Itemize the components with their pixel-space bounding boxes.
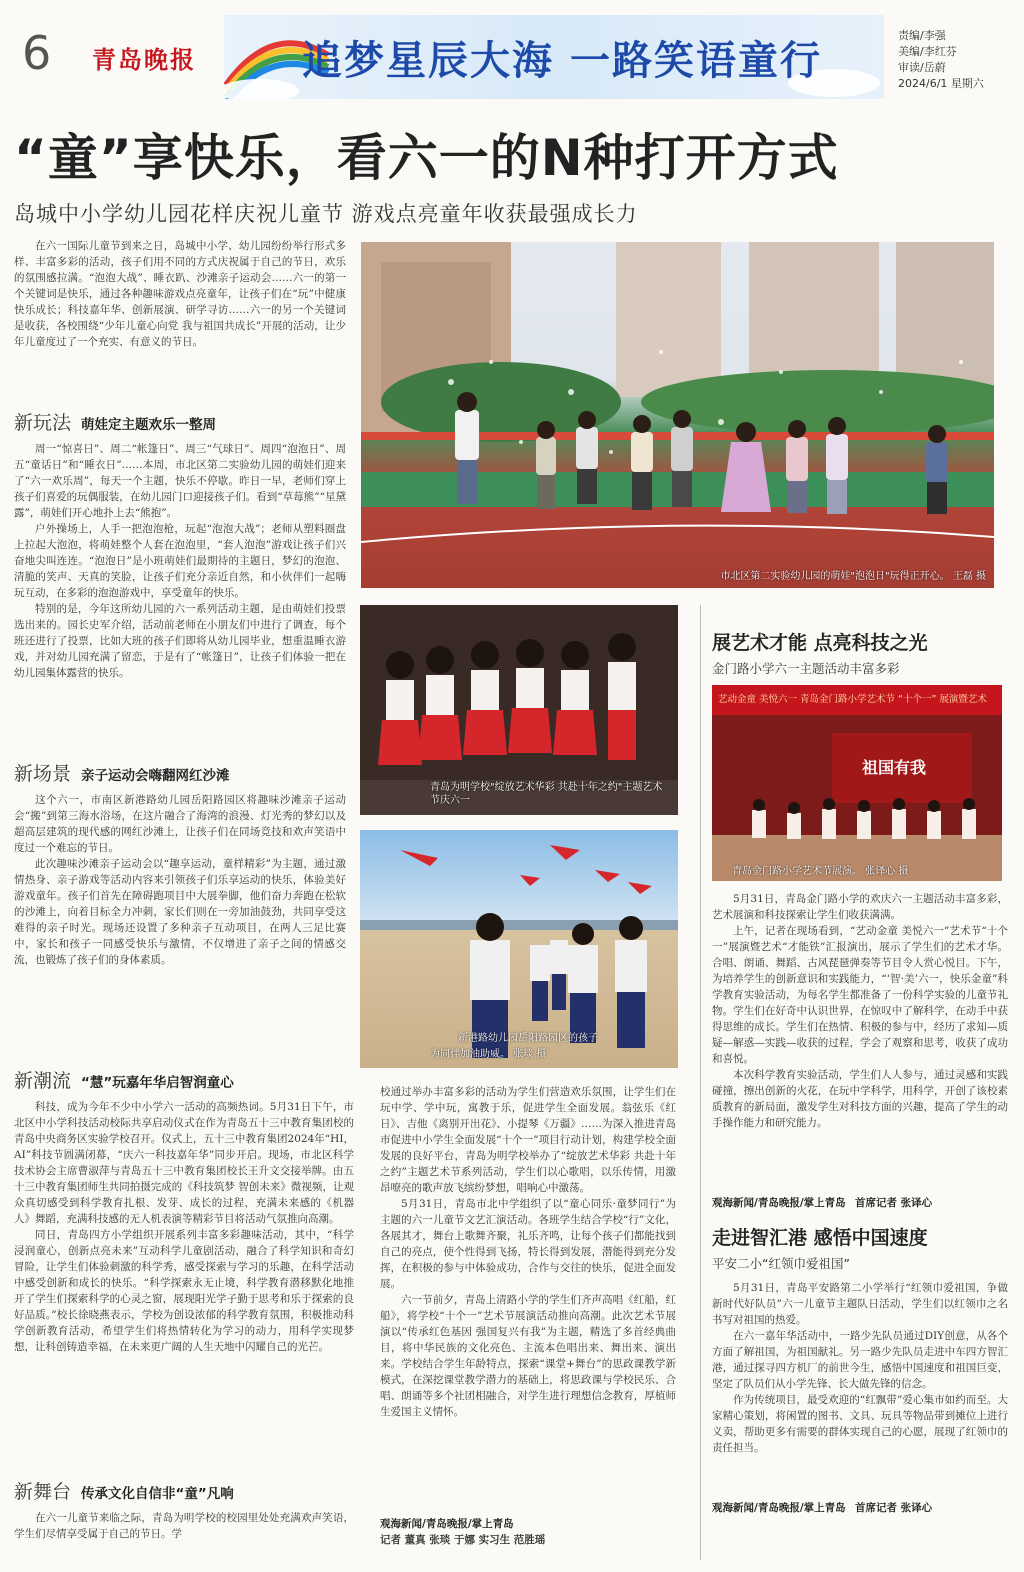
main-photo-bubbles xyxy=(361,242,994,588)
paper-name-logo: 青岛晚报 xyxy=(92,45,196,74)
section-body xyxy=(712,1280,1008,1500)
paragraph: 校通过举办丰富多彩的活动为学生们营造欢乐氛围，让学生们在玩中学、学中玩，寓教于乐，促进学生全面发展。翁弦乐《红日》、吉他《离别开出花》、小提琴《万疆》……为深入推进青岛市促进中小学生全面发展“十个一”项目行动计划，构建学校全面发展的良好平台，青岛为明学校举办了“绽放艺术华彩 共赴十年之约”主题艺术节系列活动，学生们以心歌唱，以乐传情，用激昂嘹亮的歌声放飞缤纷梦想，唱响心中激荡。 xyxy=(380,1086,676,1194)
credit-line: 观海新闻/青岛晚报/掌上青岛 xyxy=(712,1197,846,1209)
paragraph: 在六一儿童节来临之际，青岛为明学校的校园里处处充满欢声笑语，学生们尽情享受属于自己的节日。学 xyxy=(14,1512,354,1540)
paragraph: 同日，青岛四方小学组织开展系列丰富多彩趣味活动，其中，“科学浸润童心，创新点亮未来”互动科学儿童剧活动，融合了科学知识和奇幻冒险，让学生们体验刺激的科学秀，感受探索与学习的乐趣，在科学活动中感受创新和成长的快乐。“科学探索永无止境，科学教育潜移默化地推开了学生们探索科学的心灵之窗，展现阳光学子勤于思考和乐于探索的良好品质。”校长徐晓燕表示，学校为创设浓郁的科学教育氛围，积极推动科学创新教育活动，希望学生们将热情转化为学习的动力，用科学实现梦想，让科创铸造幸福，在未来更广阔的人生天地中闪耀自己的光芒。 xyxy=(14,1229,354,1353)
section-title: “慧”玩嘉年华启智润童心 xyxy=(81,1075,234,1091)
editor-credits xyxy=(898,28,984,92)
paragraph: 此次趣味沙滩亲子运动会以“趣享运动，童样精彩”为主题，通过激情热身、亲子游戏等活动内容来引领孩子们乐享运动的快乐，体验美好游戏童年。孩子们首先在障碍跑项目中大展拳脚，他们奋力奔跑在松软的沙滩上，向着目标全力冲刺，家长们则在一旁加油鼓劲，共同享受这难得的亲子时光。现场还设置了多种亲子互动项目，在两人三足比赛中，家长和孩子一同感受快乐与激情，不仅增进了亲子之间的情感交流，也锻炼了孩子们的身体素质。 xyxy=(14,858,346,966)
banner-slogan: 追梦星辰大海 一路笑语童行 xyxy=(302,37,822,84)
issue-date: 2024/6/1 星期六 xyxy=(898,77,984,90)
right-article-title: 展艺术才能 点亮科技之光 xyxy=(712,632,928,654)
paragraph: 在六一嘉年华活动中，一路少先队员通过DIY创意，从各个方面了解祖国，为祖国献礼。另一路少先队员走进中车四方智汇港，通过探寻四方机厂的前世今生，感悟中国速度和祖国巨变，坚定了队员们从小学先锋、长大做先锋的信念。 xyxy=(712,1330,1008,1390)
section-label: 新场景 xyxy=(14,763,72,785)
byline: 记者 董真 张琰 于娜 实习生 范胜瑶 xyxy=(380,1534,546,1546)
section-body xyxy=(14,1099,354,1471)
paragraph: 5月31日，青岛平安路第二小学举行“红领巾爱祖国，争做新时代好队员”六一儿童节主题队日活动，学生们以红领巾之名书写对祖国的热爱。 xyxy=(712,1282,1008,1326)
photo-caption: 市北区第二实验幼儿园的萌娃"泡泡日"玩得正开心。 王磊 摄 xyxy=(720,571,986,582)
photo-screen-text: 祖国有我 xyxy=(862,758,927,777)
concert-photo-scene xyxy=(712,685,1002,881)
section-label: 新玩法 xyxy=(14,412,72,434)
photo-caption: 青岛金门路小学艺术节展演。 张译心 摄 xyxy=(732,866,909,877)
section-body xyxy=(14,792,346,1032)
stage-photo xyxy=(360,605,678,815)
section-body xyxy=(14,1510,354,1544)
section-heading xyxy=(14,1066,354,1093)
photo-caption: 青岛为明学校"绽放艺术华彩 共赴十年之约"主题艺术节庆六一 xyxy=(430,782,663,806)
section-title: 传承文化自信非“童”凡响 xyxy=(81,1486,234,1502)
section-heading xyxy=(14,408,346,435)
left-column xyxy=(14,238,346,1032)
byline: 首席记者 张译心 xyxy=(855,1502,933,1514)
paragraph: 科技，成为今年不少中小学六一活动的高频热词。5月31日下午，市北区中小学科技活动校际共享启动仪式在作为青岛五十三中教育集团校的青岛中央商务区实验学校召开。仪式上，五十三中教育集团2024年“HI，AI”科技节圆满闭幕，“庆六一科技嘉年华”同步开启。现场，市北区科学技术协会主席曹淑萍与青岛五十三中教育集团校长王升文交接举牌。由五十三中教育集团师生共同拍摄完成的《科技筑梦 智创未来》微视频，让观众真切感受到科学教育扎根、发芽、成长的过程，充满未来感的《机器人》舞蹈，充满科技感的无人机表演等精彩节目将活动气氛推向高潮。 xyxy=(14,1101,354,1225)
photo-caption: 新港路幼儿园岳阳路园区的孩子 xyxy=(458,1033,598,1044)
main-photo-scene xyxy=(361,242,994,588)
photo-caption: 为同伴加油助威。 张琰 摄 xyxy=(430,1049,547,1060)
paragraph: 5月31日，青岛市北中学组织了以“童心同乐·童梦同行”为主题的六一儿童节文艺汇演活动。各班学生结合学校“行”文化，各展其才，舞台上歌舞齐聚，礼乐齐鸣，让每个孩子们都能找到自己的亮点，使个性得到飞扬，特长得到发展，潜能得到充分发挥，在积极的参与中体验成功，合作与交往的快乐，促进全面发展。 xyxy=(380,1198,676,1290)
right-article-subtitle: 平安二小“红领巾爱祖国” xyxy=(712,1256,850,1271)
subheadline: 岛城中小学幼儿园花样庆祝儿童节 游戏点亮童年收获最强成长力 xyxy=(14,202,638,226)
byline: 首席记者 张译心 xyxy=(855,1197,933,1209)
paragraph: 5月31日，青岛金门路小学的欢庆六一主题活动丰富多彩，艺术展演和科技探索让学生们收获满满。 xyxy=(712,893,1008,921)
credit-line: 观海新闻/青岛晚报/掌上青岛 xyxy=(712,1502,846,1514)
paragraph: 本次科学教育实验活动，学生们人人参与，通过灵感和实践碰撞，擦出创新的火花，在玩中学科学，用科学，开创了该校素质教育的新局面，激发学生对科技方面的兴趣，提高了学生的动手操作能力和研究能力。 xyxy=(712,1069,1008,1129)
right-article-title: 走进智汇港 感悟中国速度 xyxy=(712,1227,928,1249)
paragraph: 这个六一，市南区新港路幼儿园岳阳路园区将趣味沙滩亲子运动会“搬”到第三海水浴场，在这片融合了海湾的浪漫、灯光秀的梦幻以及超高层建筑的现代感的网红沙滩上，让孩子们在同场竞技和欢声笑语中度过一个难忘的节日。 xyxy=(14,794,346,854)
left-lower-column xyxy=(14,1066,354,1544)
page-number: 6 xyxy=(22,26,52,80)
lead-paragraph: 在六一国际儿童节到来之日，岛城中小学、幼儿园纷纷举行形式多样、丰富多彩的活动，孩子们用不同的方式庆祝属于自己的节日，欢乐的氛围感拉满。“泡泡大战”、睡衣趴、沙滩亲子运动会……六一的第一个关键词是快乐，通过各种趣味游戏点亮童年，让孩子们在“玩”中健康快乐成长；科技嘉年华、创新展演、研学寻访……六一的另一个关键词是收获，各校围绕“少年儿童心向党 我与祖国共成长”开展的活动，让少年儿童度过了一个充实、有意义的节日。 xyxy=(14,240,346,348)
editor-line: 审读/岳蔚 xyxy=(898,61,946,74)
masthead-banner xyxy=(224,15,884,99)
right-column xyxy=(712,628,1008,1516)
section-body xyxy=(712,891,1008,1195)
editor-line: 责编/李强 xyxy=(898,29,946,42)
beach-photo xyxy=(360,830,678,1068)
section-title: 萌娃定主题欢乐一整周 xyxy=(81,417,217,433)
right-article-subtitle: 金门路小学六一主题活动丰富多彩 xyxy=(712,661,900,676)
paragraph: 特别的是，今年这所幼儿园的六一系列活动主题，是由萌娃们投票选出来的。园长史军介绍，活动前老师在小朋友们中进行了调查，每个班还进行了投票，比如大班的孩子们即将从幼儿园毕业，想重温睡衣游戏，并对幼儿园充满了留恋，于是有了“帐篷日”，让孩子们体验一把在幼儿园集体露营的快乐。 xyxy=(14,603,346,679)
paragraph: 户外操场上，人手一把泡泡枪，玩起“泡泡大战”；老师从塑料圈盘上拉起大泡泡，将萌娃整个人套在泡泡里，“套人泡泡”游戏让孩子们兴奋地尖叫连连。“泡泡日”是小班萌娃们最期待的主题日，梦幻的泡泡、清脆的笑声、天真的笑脸，让孩子们充分亲近自然，和小伙伴们一起嗨玩互动，在多彩的泡泡游戏中，享受童年的快乐。 xyxy=(14,523,346,599)
concert-photo xyxy=(712,685,1002,881)
section-heading xyxy=(14,759,346,786)
section-heading xyxy=(14,1477,354,1504)
section-body xyxy=(380,1084,676,1514)
right-column-divider xyxy=(700,605,701,1560)
photo-banner-text: 艺动金童 美悦六一 青岛金门路小学艺术节 “十个一” 展演暨艺术 xyxy=(718,694,987,705)
section-title: 亲子运动会嗨翻网红沙滩 xyxy=(81,768,230,784)
credit-line: 观海新闻/青岛晚报/掌上青岛 xyxy=(380,1518,514,1530)
section-body xyxy=(14,441,346,751)
paragraph: 六一节前夕，青岛上清路小学的学生们齐声高唱《红船，红船》，将学校“十个一”艺术节展演活动推向高潮。此次艺术节展演以“传承红色基因 强国复兴有我”为主题，精选了多首经典曲目，将中华民族的文化亮色、主流本色唱出来、舞出来、演出来。学校结合学生年龄特点，探索“课堂+舞台”的思政课教学新模式，在深挖课堂教学潜力的基础上，将思政课与学校民乐、合唱、朗诵等多个社团相融合，对学生进行理想信念教育，厚植师生爱国主义情怀。 xyxy=(380,1294,676,1418)
paragraph: 周一“惊喜日”、周二“帐篷日”、周三“气球日”、周四“泡泡日”、周五“童话日”和“睡衣日”……本周，市北区第二实验幼儿园的萌娃们迎来了“六一欢乐周”，每天一个主题，快乐不停歇。昨日一早，老师们穿上孩子们喜爱的玩偶服装，在幼儿园门口迎接孩子们。看到“草莓熊”“星黛露”，萌娃们开心地扑上去“熊抱”。 xyxy=(14,443,346,519)
headline: “童”享快乐，看六一的N种打开方式 xyxy=(14,129,839,187)
editor-line: 美编/李红芬 xyxy=(898,45,957,58)
section-label: 新舞台 xyxy=(14,1481,72,1503)
middle-column xyxy=(380,1084,676,1548)
paragraph: 作为传统项目，最受欢迎的“红飘带”爱心集市如约而至。大家精心策划，将闲置的图书、文具、玩具等物品带到摊位上进行义卖，帮助更多有需要的群体实现自己的心愿，展现了红领巾的责任担当。 xyxy=(712,1394,1008,1454)
paragraph: 上午，记者在现场看到，“艺动金童 美悦六一”艺术节“十个一”展演暨艺术“才能铁”汇报演出，展示了学生们的艺术才华。合唱、朗诵、舞蹈、古风琵琶弹奏等节目令人赏心悦目。下午，为培养学生的创新意识和实践能力，“‘智·美’六一，快乐金童”科学教育实验活动，为每名学生都准备了一份科学实验的儿童节礼物。学生们在好奇中认识世界，在惊叹中了解科学，在动手中获得思维的成长。学生们在热情、积极的参与中，经历了求知—质疑—解惑—实践—收获的过程，学会了观察和思考，收获了成功和喜悦。 xyxy=(712,925,1008,1065)
section-label: 新潮流 xyxy=(14,1070,72,1092)
